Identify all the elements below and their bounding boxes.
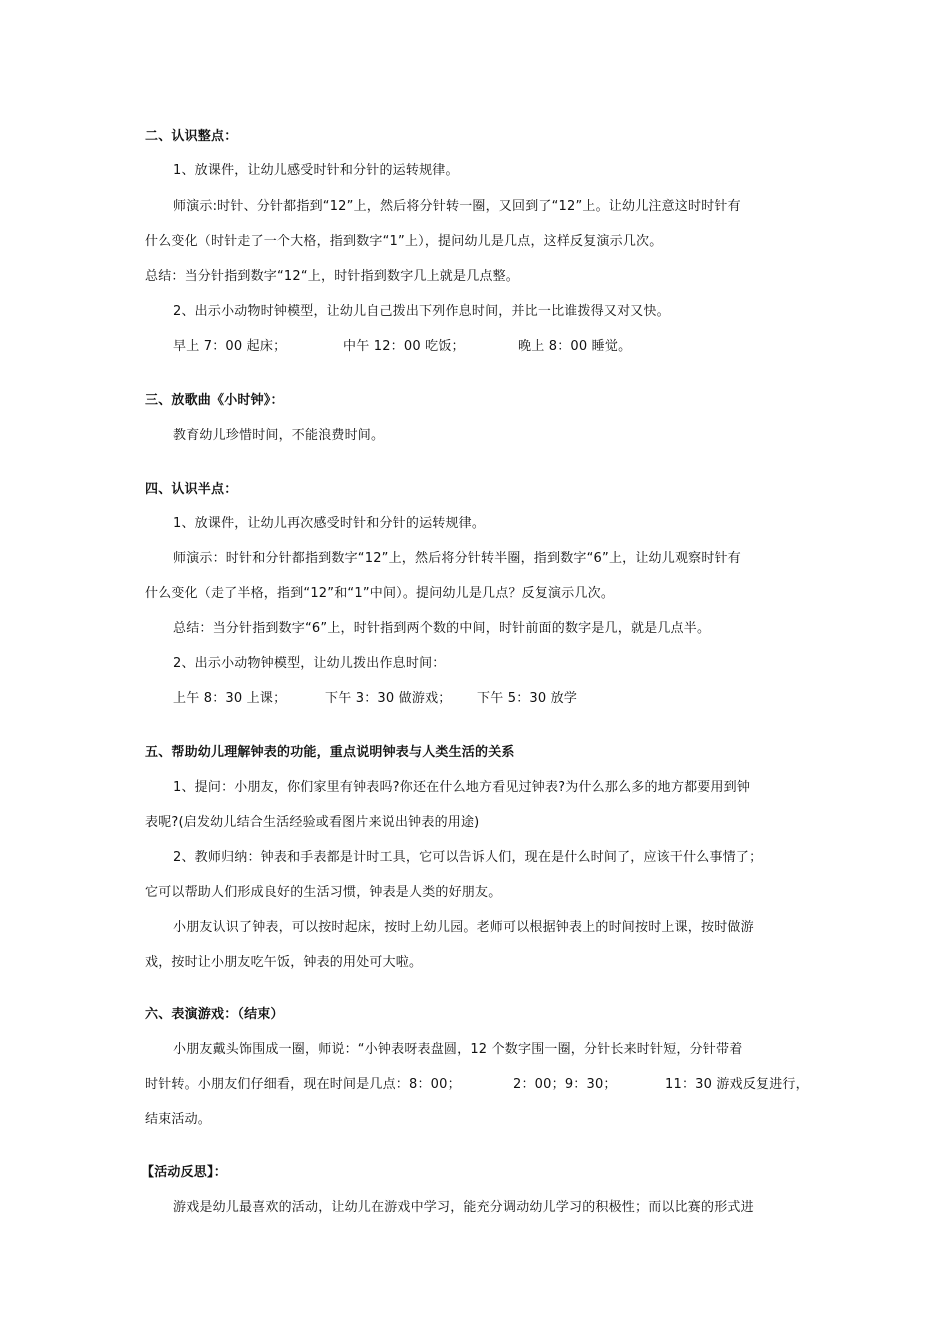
paragraph: 游戏是幼儿最喜欢的活动，让幼儿在游戏中学习，能充分调动幼儿学习的积极性；而以比赛的形式进 [173,1200,754,1215]
paragraph: 什么变化（时针走了一个大格，指到数字“1”上），提问幼儿是几点，这样反复演示几次。 [145,234,663,249]
section-heading: 【活动反思】： [141,1165,227,1180]
summary: 总结：当分针指到数字“12“上，时针指到数字几上就是几点整。 [145,269,520,284]
paragraph: 结束活动。 [145,1112,212,1127]
section-heading: 二、认识整点： [145,129,238,144]
paragraph: 2、出示小动物时钟模型，让幼儿自己拨出下列作息时间，并比一比谁拨得又对又快。 [173,304,670,319]
time-item: 下午 3：30 做游戏； [325,691,452,706]
time-item: 上午 8：30 上课； [173,691,287,706]
section-heading: 六、表演游戏：（结束） [145,1007,284,1022]
paragraph: 1、放课件，让幼儿感受时针和分针的运转规律。 [173,163,459,178]
paragraph: 师演示：时针和分针都指到数字“12”上，然后将分针转半圈，指到数字“6”上，让幼儿观察时针有 [173,551,741,566]
time-item: 晚上 8：00 睡觉。 [518,339,632,354]
summary: 总结：当分针指到数字“6”上，时针指到两个数的中间，时针前面的数字是几，就是几点半。 [173,621,711,636]
paragraph: 小朋友戴头饰围成一圈，师说：“小钟表呀表盘圆，12 个数字围一圈，分针长来时针短，分针带着 [173,1042,743,1057]
paragraph: 它可以帮助人们形成良好的生活习惯，钟表是人类的好朋友。 [145,885,502,900]
paragraph: 什么变化（走了半格，指到“12”和“1”中间）。提问幼儿是几点？反复演示几次。 [145,586,615,601]
time-item: 中午 12：00 吃饭； [343,339,465,354]
paragraph: 戏，按时让小朋友吃午饭，钟表的用处可大啦。 [145,955,423,970]
time-list [173,690,577,708]
paragraph: 1、放课件，让幼儿再次感受时针和分针的运转规律。 [173,516,486,531]
time-item: 下午 5：30 放学 [477,691,578,706]
time-item: 早上 7：00 起床； [173,339,287,354]
time-list [173,338,631,356]
paragraph: 1、提问：小朋友，你们家里有钟表吗?你还在什么地方看见过钟表?为什么那么多的地方都要用到钟 [173,780,751,795]
paragraph: 表呢?(启发幼儿结合生活经验或看图片来说出钟表的用途) [145,815,480,830]
paragraph: 2、出示小动物钟模型，让幼儿拨出作息时间： [173,656,446,671]
section-heading: 三、放歌曲《小时钟》： [145,393,284,408]
paragraph: 教育幼儿珍惜时间，不能浪费时间。 [173,428,385,443]
paragraph: 时针转。小朋友们仔细看，现在时间是几点：8：00； 2：00；9：30； 11：30 游戏反复进行， [145,1077,809,1092]
paragraph: 2、教师归纳：钟表和手表都是计时工具，它可以告诉人们，现在是什么时间了，应该干什么事情了； [173,850,763,865]
paragraph: 师演示:时针、分针都指到“12”上，然后将分针转一圈，又回到了“12”上。让幼儿注意这时时针有 [173,199,741,214]
section-heading: 四、认识半点： [145,482,238,497]
section-heading: 五、帮助幼儿理解钟表的功能，重点说明钟表与人类生活的关系 [145,745,515,760]
paragraph: 小朋友认识了钟表，可以按时起床，按时上幼儿园。老师可以根据钟表上的时间按时上课，按时做游 [173,920,754,935]
